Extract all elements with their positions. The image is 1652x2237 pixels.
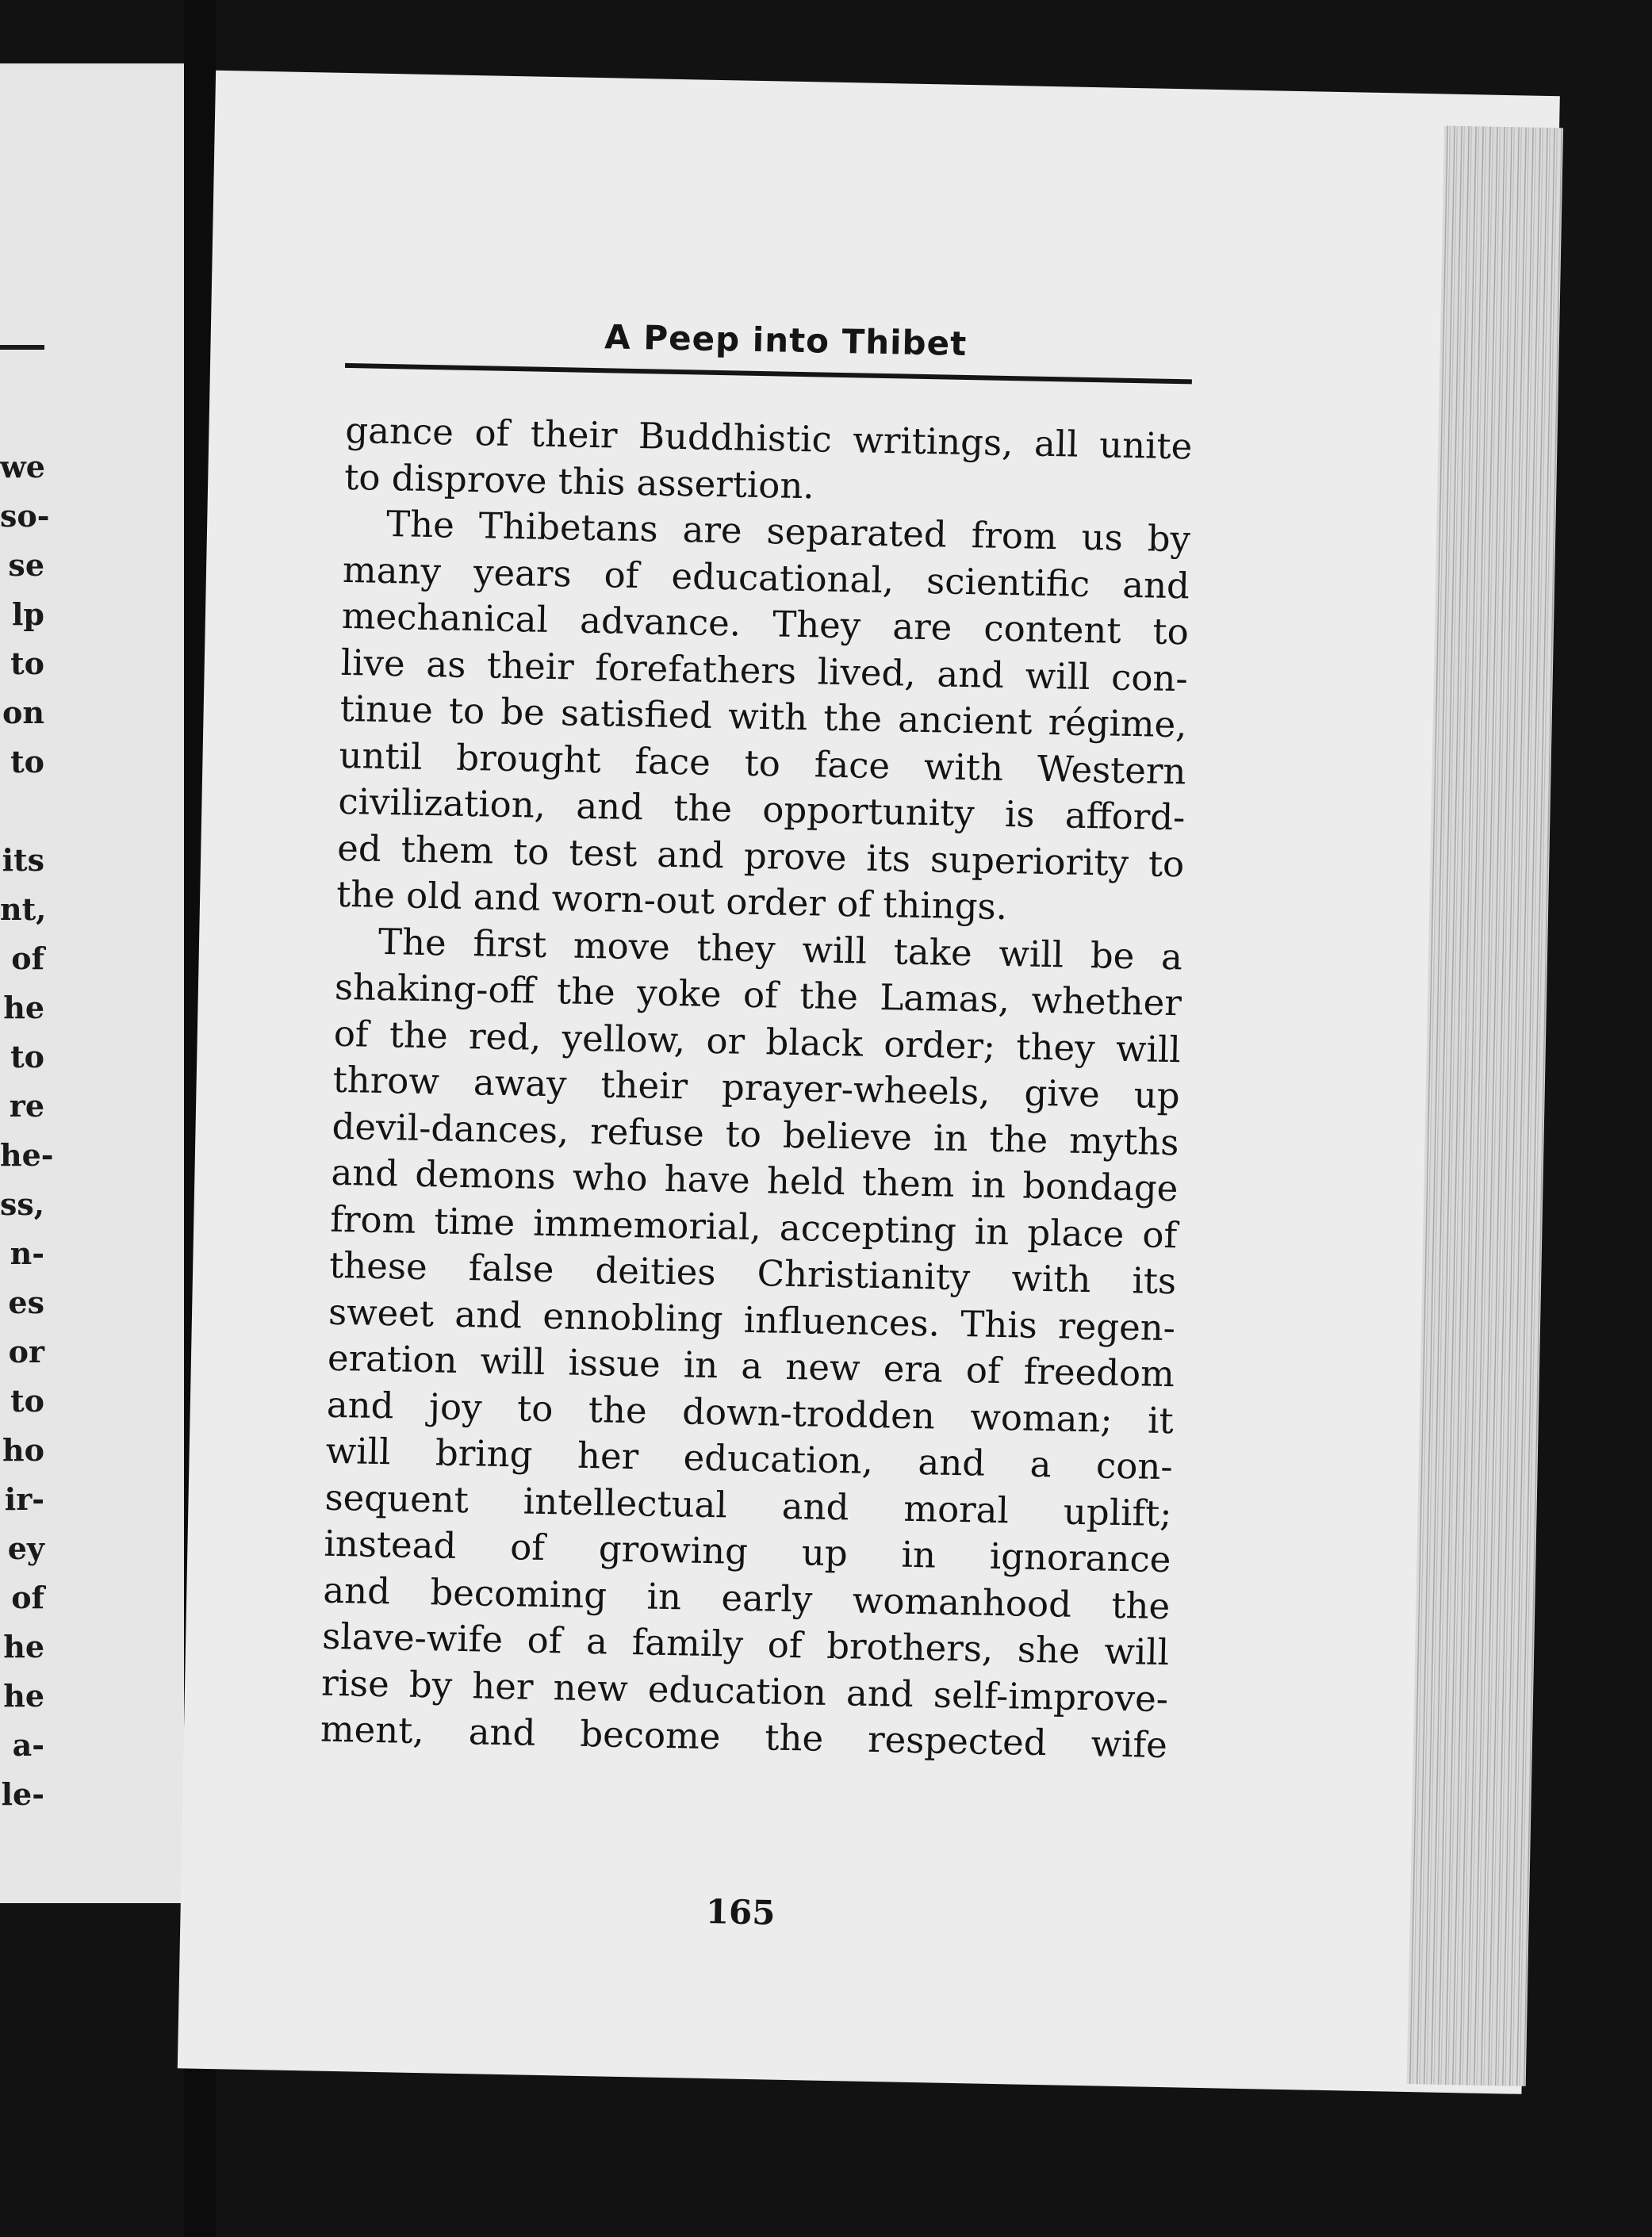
text-line: the old and worn-out order of things. xyxy=(335,872,1008,929)
running-head: A Peep into Thibet xyxy=(604,317,968,363)
previous-page-line-fragment: to xyxy=(10,1383,44,1419)
page-block-edges xyxy=(1407,125,1563,2086)
text-line: live as their forefathers lived, and will con- xyxy=(340,641,1189,699)
previous-page-line-fragment: of xyxy=(11,1580,44,1615)
text-line: from time immemorial, accepting in place of xyxy=(329,1197,1178,1256)
text-line: until brought face to face with Western xyxy=(339,734,1186,792)
previous-page-line-fragment: a- xyxy=(12,1727,44,1763)
text-line: throw away their prayer-wheels, give up xyxy=(332,1058,1181,1117)
previous-page-line-fragment: he- xyxy=(0,1137,54,1173)
text-line: to disprove this assertion. xyxy=(343,455,815,507)
previous-page-line-fragment: le- xyxy=(1,1776,44,1812)
previous-page-line-fragment: ho xyxy=(2,1432,44,1468)
previous-page-line-fragment: he xyxy=(3,1629,44,1664)
previous-page-line-fragment: or xyxy=(8,1334,44,1369)
text-line: mechanical advance. They are content to xyxy=(341,594,1190,653)
text-line: civilization, and the opportunity is afford- xyxy=(337,780,1186,839)
text-line: devil-dances, refuse to believe in the myths xyxy=(332,1105,1179,1163)
text-line: these false deities Christianity with its xyxy=(328,1243,1177,1303)
page-number: 165 xyxy=(705,1892,776,1932)
previous-page-line-fragment: he xyxy=(3,990,44,1025)
previous-page-line-fragment: ir- xyxy=(4,1481,44,1517)
text-line: tinue to be satisfied with the ancient régime, xyxy=(339,687,1188,746)
text-line: ment, and become the respected wife xyxy=(320,1707,1168,1767)
previous-page-header-rule xyxy=(0,345,44,350)
body-text xyxy=(320,408,1192,1769)
text-line: eration will issue in a new era of freedom xyxy=(327,1336,1175,1396)
previous-page-line-fragment: to xyxy=(10,744,44,780)
text-line: and demons who have held them in bondage xyxy=(330,1151,1179,1210)
text-line: gance of their Buddhistic writings, all unite xyxy=(344,408,1193,468)
text-line: ed them to test and prove its superiority to xyxy=(336,826,1185,885)
previous-page-line-fragment: se xyxy=(8,547,44,583)
previous-page-line-fragment xyxy=(0,787,44,836)
previous-page-line-fragment: he xyxy=(3,1678,44,1714)
page-165 xyxy=(178,71,1560,2094)
previous-page-line-fragment: n- xyxy=(10,1235,44,1271)
previous-page xyxy=(0,63,184,1903)
text-line: and joy to the down-trodden woman; it xyxy=(326,1383,1175,1442)
running-head-rule xyxy=(345,363,1192,385)
previous-page-line-fragment: lp xyxy=(11,596,44,632)
previous-page-line-fragment: we xyxy=(0,449,45,485)
text-line: The Thibetans are separated from us by xyxy=(385,502,1191,561)
previous-page-line-fragment: so- xyxy=(0,498,50,534)
previous-page-line-fragment: of xyxy=(11,940,44,976)
text-line: rise by her new education and self-improve- xyxy=(320,1661,1169,1720)
previous-page-line-fragment: re xyxy=(9,1088,44,1124)
text-line: of the red, yellow, or black order; they will xyxy=(333,1012,1182,1071)
previous-page-line-fragment: to xyxy=(10,1039,44,1074)
previous-page-text-fragments xyxy=(0,442,54,1819)
previous-page-line-fragment: ss, xyxy=(0,1186,45,1222)
text-line: will bring her education, and a con- xyxy=(325,1429,1174,1488)
text-line: sweet and ennobling influences. This regen- xyxy=(328,1290,1176,1349)
previous-page-line-fragment: its xyxy=(2,842,44,878)
text-line: The first move they will take will be a xyxy=(378,920,1183,978)
previous-page-line-fragment: to xyxy=(10,645,44,681)
previous-page-line-fragment: es xyxy=(8,1285,44,1320)
text-line: shaking-off the yoke of the Lamas, whether xyxy=(334,965,1182,1025)
text-line: instead of growing up in ignorance xyxy=(324,1522,1171,1581)
text-line: many years of educational, scientific and xyxy=(342,548,1190,607)
previous-page-line-fragment: nt, xyxy=(0,891,47,927)
text-line: sequent intellectual and moral uplift; xyxy=(324,1476,1172,1534)
previous-page-line-fragment: ey xyxy=(7,1530,44,1566)
text-line: slave-wife of a family of brothers, she will xyxy=(321,1615,1170,1674)
text-line: and becoming in early womanhood the xyxy=(322,1569,1171,1627)
previous-page-line-fragment: on xyxy=(2,695,44,730)
